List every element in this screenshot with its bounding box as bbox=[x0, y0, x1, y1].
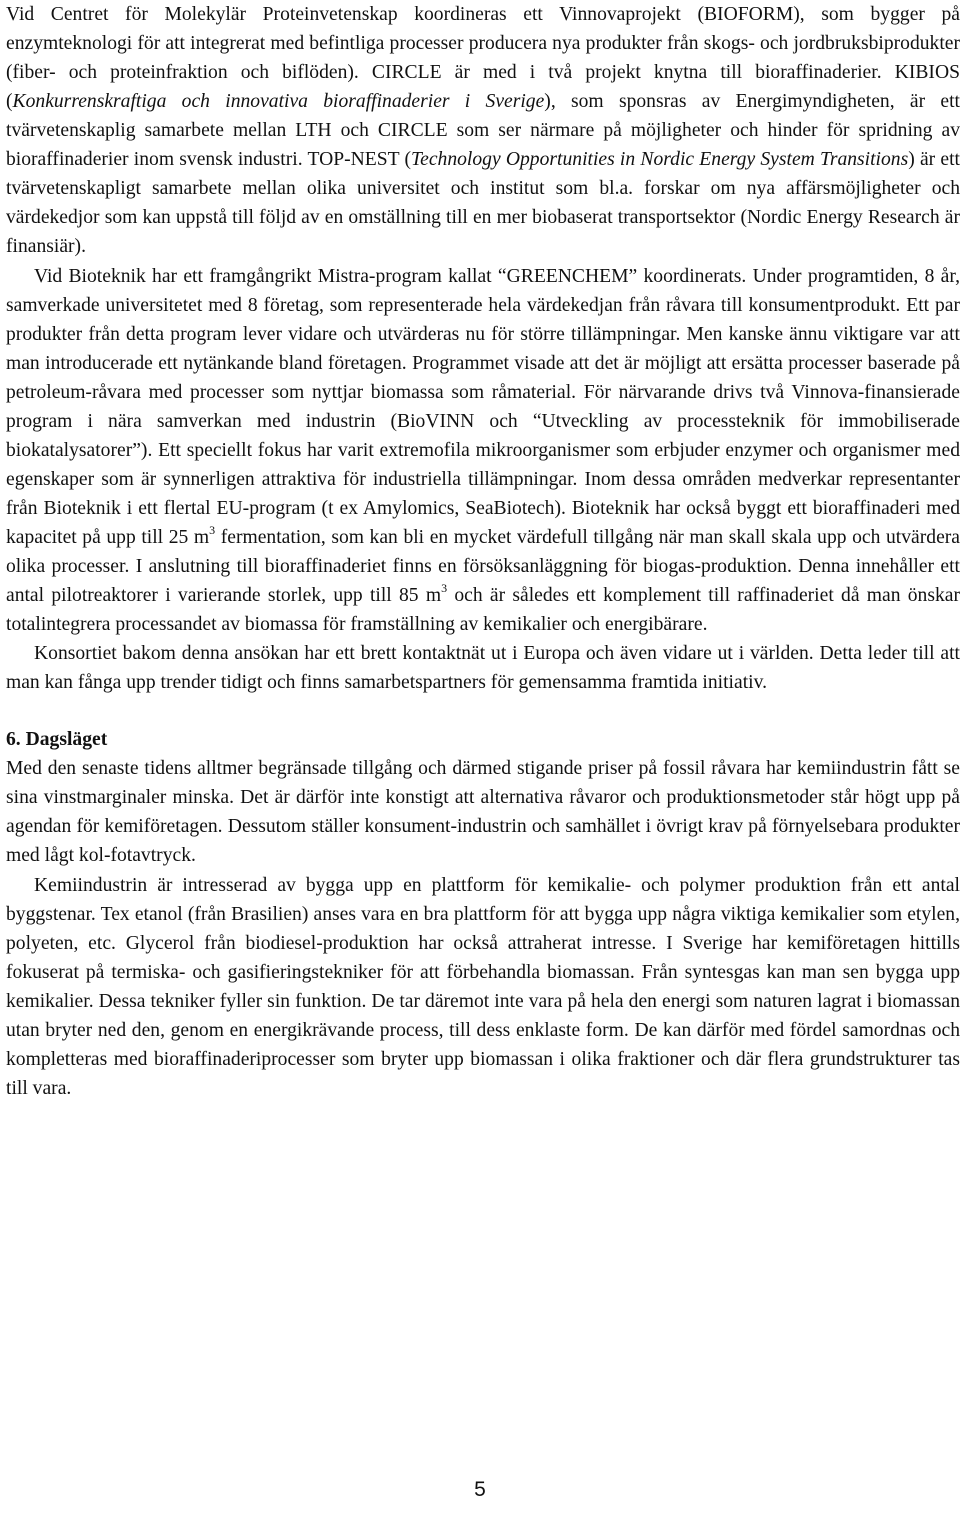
document-page bbox=[6, 0, 960, 1103]
paragraph-dagslaget-2: Kemiindustrin är intresserad av bygga upp en plattform för kemikalie- och polymer produktion från ett antal byggstenar. Tex etanol (från Brasilien) anses vara en bra plattform för att bygga upp några viktiga kemikalier som etylen, polyeten, etc. Glycerol från biodiesel-produktion har också attraherat intresse. I Sverige har kemiföretagen hittills fokuserat på termiska- och gasifieringstekniker för att förbehandla biomassan. Från syntesgas kan man sen bygga upp kemikalier. Dessa tekniker fyller sin funktion. De tar däremot inte vara på hela den energi som naturen lagrat i biomassan utan bryter ned den, genom en energikrävande process, till dess enklaste form. De kan därför med fördel samordnas och kompletteras med bioraffinaderiprocesser som bryter upp biomassan i olika fraktioner och där flera grundstrukturer tas till vara. bbox=[6, 875, 960, 1099]
superscript-cubic-1: 3 bbox=[209, 523, 216, 537]
page-number: 5 bbox=[474, 1478, 486, 1501]
paragraph-intro bbox=[6, 0, 960, 261]
paragraph-konsortiet: Konsortiet bakom denna ansökan har ett brett kontaktnät ut i Europa och även vidare ut i världen. Detta leder till att man kan fånga upp trender tidigt och finns samarbetspartners för gemensamma framtida initiativ. bbox=[6, 643, 960, 693]
intro-text-3: ) är ett tvärvetenskapligt samarbete mellan olika universitet och institut som bl.a. forskar om nya affärsmöjligheter och värdekedjor som kan uppstå till följd av en omställning till en mer biobaserat transportsektor (Nordic Energy Research är finansiär). bbox=[6, 149, 960, 257]
bioteknik-text-1: Vid Bioteknik har ett framgångrikt Mistra-program kallat “GREENCHEM” koordinerats. Under programtiden, 8 år, samverkade universitetet med 8 företag, som representerade hela värdekedjan från råvara till konsumentprodukt. Ett par produkter från detta program lever vidare och utvärderas nu för större tillämpningar. Men kanske ännu viktigare var att man introducerade ett nytänkande bland företagen. Programmet visade att det är möjligt att ersätta processer baserade på petroleum-råvara med processer som nyttjar biomassa som råmaterial. För närvarande drivs två Vinnova-finansierade program i nära samverkan med industrin (BioVINN och “Utveckling av processteknik för immobiliserade biokatalysatorer”). Ett speciellt fokus har varit extremofila mikroorganismer som erbjuder enzymer och organismer med egenskaper som är synnerligen attraktiva för industriella tillämpningar. Inom dessa områden medverkar representanter från Bioteknik i ett flertal EU-program (t ex Amylomics, SeaBiotech). Bioteknik har också byggt ett bioraffinaderi med kapacitet på upp till 25 m bbox=[6, 266, 960, 548]
section-heading-dagslaget: 6. Dagsläget bbox=[6, 729, 108, 750]
paragraph-bioteknik bbox=[6, 262, 960, 639]
intro-text-2: ), som sponsras av Energimyndigheten, är ett tvärvetenskaplig samarbete mellan LTH och CIRCLE som ser närmare på möjligheter och hinder för spridning av bioraffinaderier inom svensk industri. TOP-NEST ( bbox=[6, 91, 960, 170]
topnest-expansion: Technology Opportunities in Nordic Energy System Transitions bbox=[411, 149, 909, 170]
bioteknik-text-2: fermentation, som kan bli en mycket värdefull tillgång när man skall skala upp och utvärdera olika processer. I anslutning till bioraffinaderiet finns en försöksanläggning för biogas-produktion. Denna innehåller ett antal pilotreaktorer i varierande storlek, upp till 85 m bbox=[6, 527, 960, 606]
bioteknik-text-3: och är således ett komplement till raffinaderiet då man önskar totalintegrera processandet av biomassa för framställning av kemikalier och energibärare. bbox=[6, 585, 960, 635]
intro-text-1: Vid Centret för Molekylär Proteinvetenskap koordineras ett Vinnovaprojekt (BIOFORM), som bygger på enzymteknologi för att integrerat med befintliga processer producera nya produkter från skogs- och jordbruksbiprodukter (fiber- och proteinfraktion och biflöden). CIRCLE är med i två projekt knytna till bioraffinaderier. KIBIOS ( bbox=[6, 4, 960, 112]
superscript-cubic-2: 3 bbox=[441, 581, 448, 595]
kibios-expansion: Konkurrenskraftiga och innovativa bioraffinaderier i Sverige bbox=[12, 91, 545, 112]
paragraph-dagslaget-1: Med den senaste tidens alltmer begränsade tillgång och därmed stigande priser på fossil råvara har kemiindustrin fått se sina vinstmarginaler minska. Det är därför inte konstigt att alternativa råvaror och produktionsmetoder står högt upp på agendan för kemiföretagen. Dessutom ställer konsument-industrin och samhället i övrigt krav på förnyelsebara produkter med lågt kol-fotavtryck. bbox=[6, 758, 960, 866]
